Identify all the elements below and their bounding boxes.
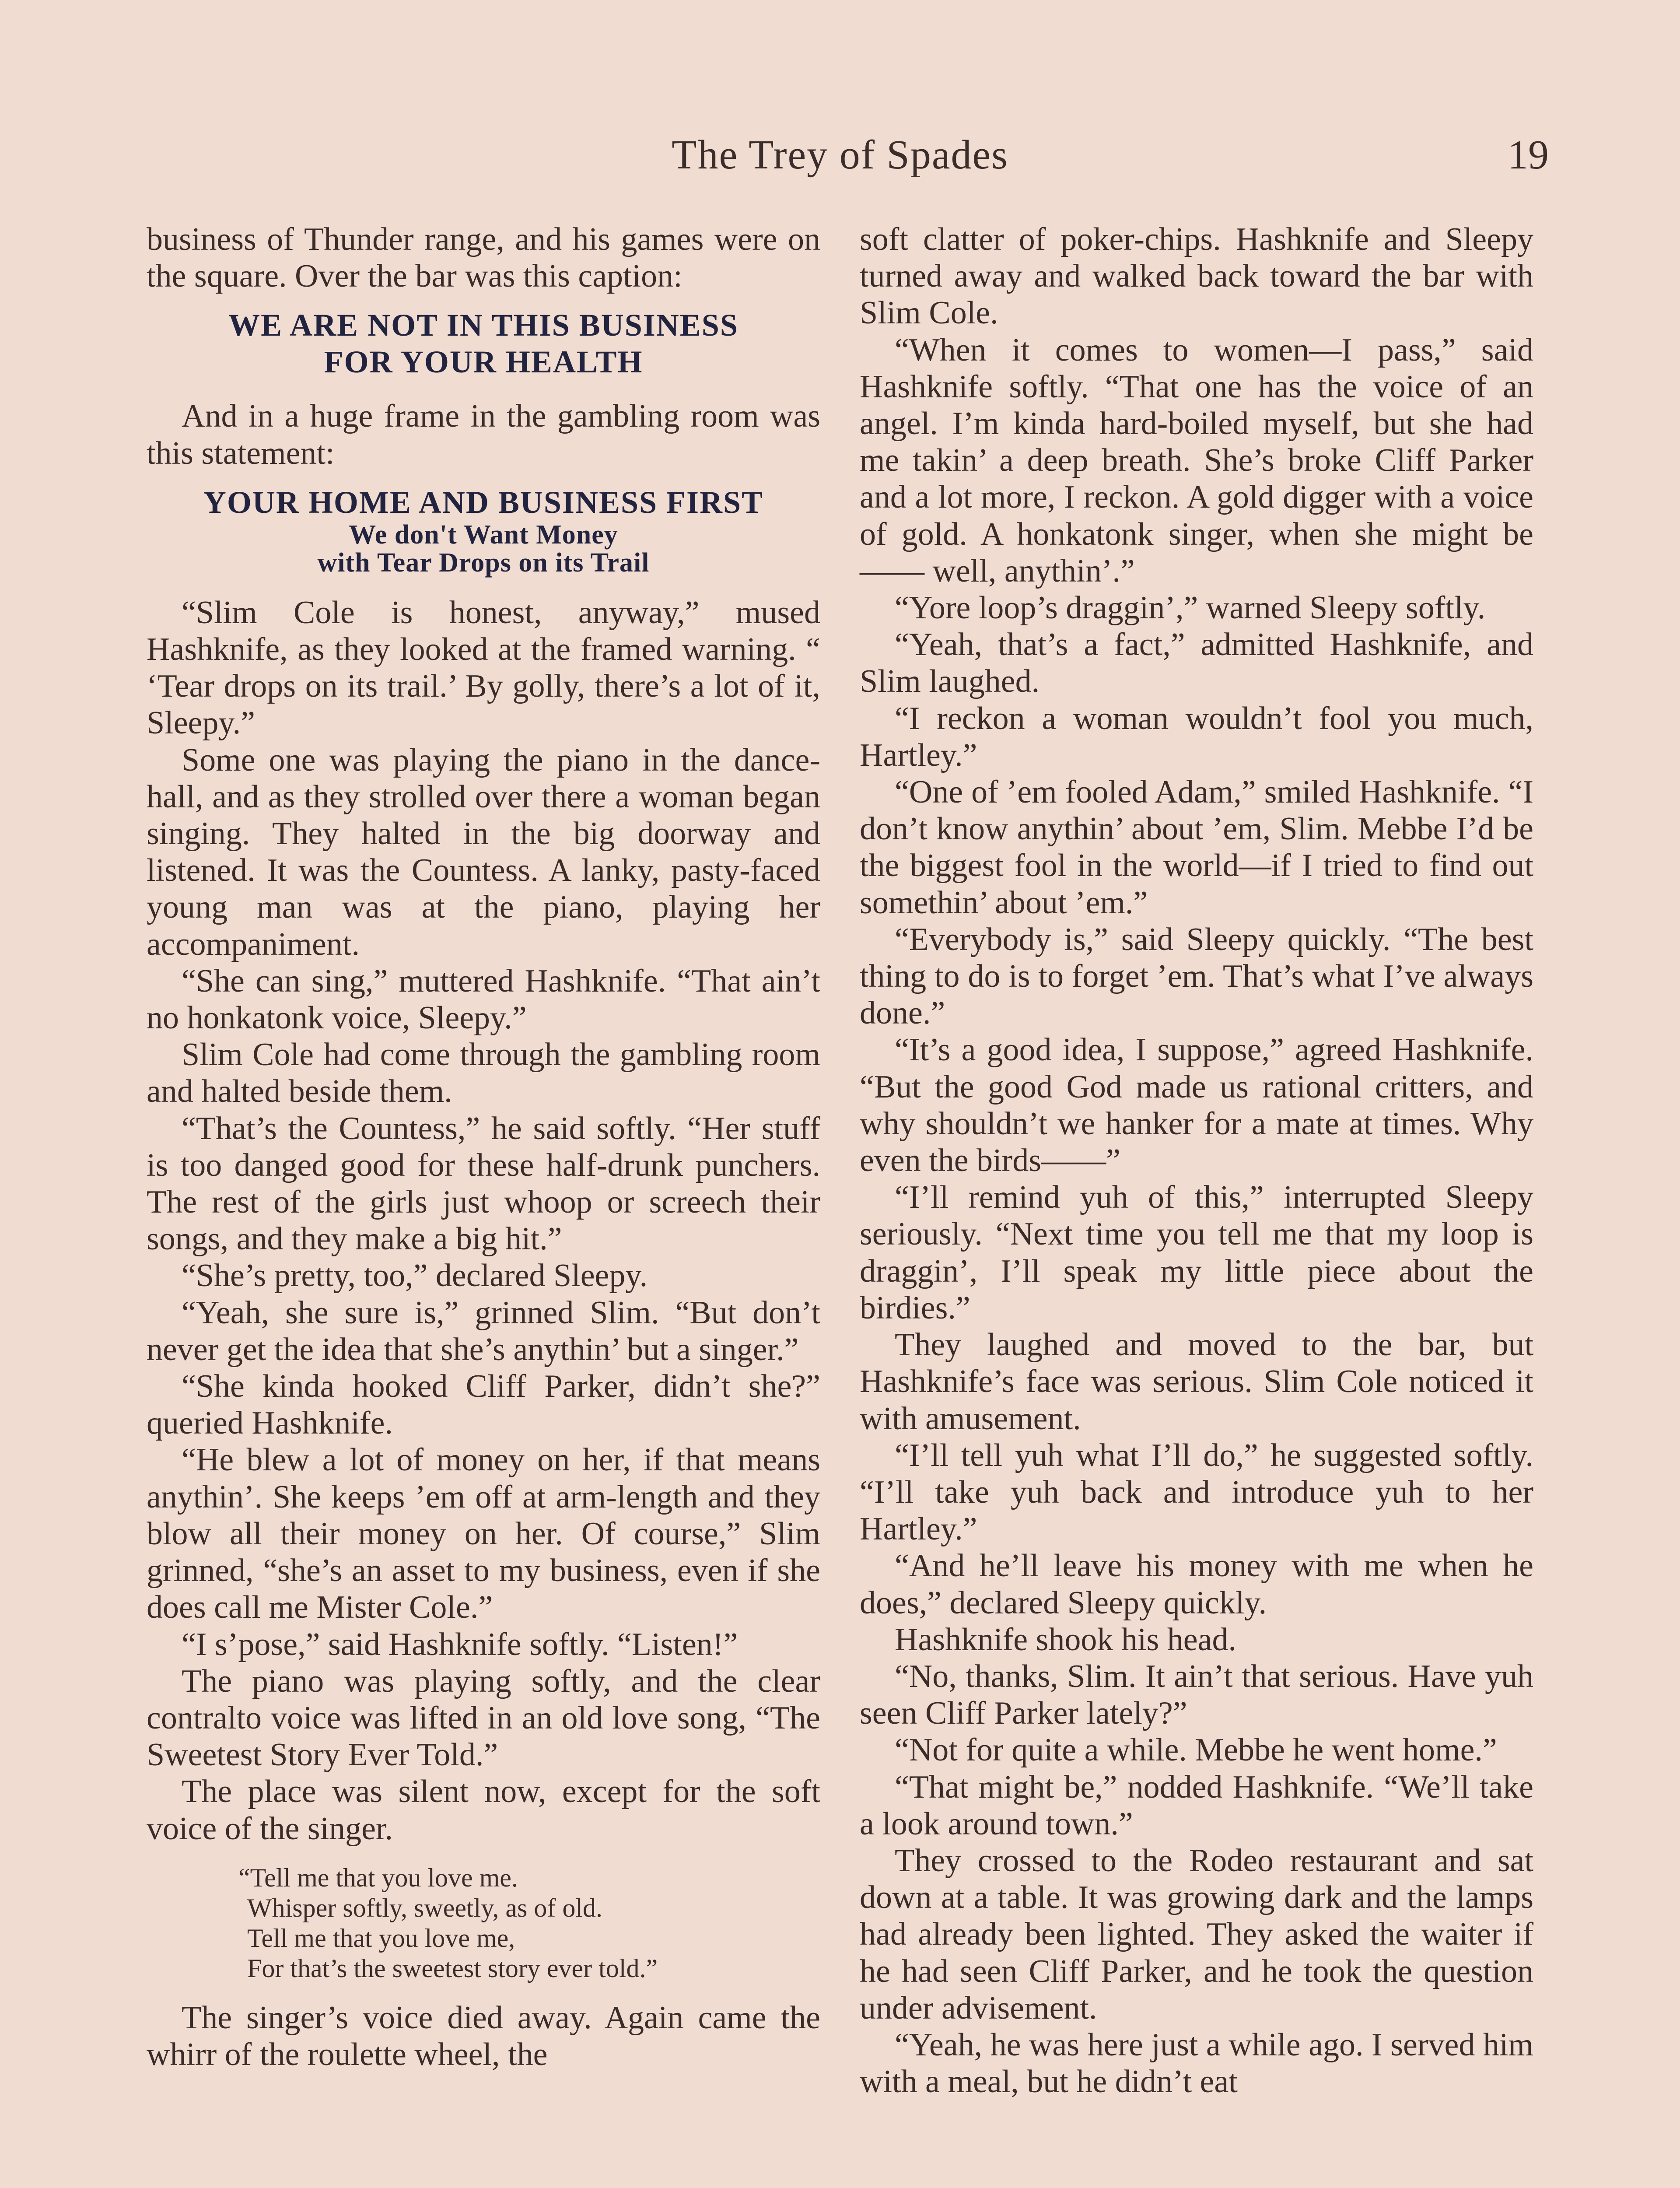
verse-line: “Tell me that you love me. bbox=[238, 1863, 518, 1892]
verse-line: Tell me that you love me, bbox=[247, 1923, 515, 1953]
paragraph: The place was silent now, except for the soft voice of the singer. bbox=[147, 1774, 820, 1847]
sign-line: We don't Want Money bbox=[349, 519, 618, 550]
verse-line: For that’s the sweetest story ever told.” bbox=[247, 1953, 658, 1983]
page-header bbox=[0, 127, 1680, 184]
paragraph: “Not for quite a while. Mebbe he went home.” bbox=[895, 1732, 1497, 1768]
paragraph: “Slim Cole is honest, anyway,” mused Hashknife, as they looked at the framed warning. “ ‘Tear drops on its trail.’ By golly, there’s a lot of it, Sleepy.” bbox=[147, 594, 820, 741]
paragraph: “I reckon a woman wouldn’t fool you much, Hartley.” bbox=[860, 700, 1533, 773]
paragraph: “One of ’em fooled Adam,” smiled Hashknife. “I don’t know anythin’ about ’em, Slim. Mebbe I’d be the biggest fool in the world—if I tried to find out somethin’ about ’em.” bbox=[860, 774, 1533, 921]
paragraph: “She kinda hooked Cliff Parker, didn’t she?” queried Hashknife. bbox=[147, 1368, 820, 1441]
paragraph: “I’ll remind yuh of this,” interrupted Sleepy seriously. “Next time you tell me that my loop is draggin’, I’ll speak my little piece about the birdies.” bbox=[860, 1179, 1533, 1326]
paragraph: “Yeah, he was here just a while ago. I served him with a meal, but he didn’t eat bbox=[860, 2027, 1533, 2100]
paragraph: “That might be,” nodded Hashknife. “We’ll take a look around town.” bbox=[860, 1769, 1533, 1842]
paragraph: “Yeah, she sure is,” grinned Slim. “But don’t never get the idea that she’s anythin’ but a singer.” bbox=[147, 1294, 820, 1368]
song-verse bbox=[238, 1863, 820, 1984]
paragraph: “Yeah, that’s a fact,” admitted Hashknife, and Slim laughed. bbox=[860, 627, 1533, 700]
paragraph: “He blew a lot of money on her, if that means anythin’. She keeps ’em off at arm-length and they blow all their money on her. Of course,” Slim grinned, “she’s an asset to my business, even if she does call me Mister Cole.” bbox=[147, 1442, 820, 1626]
paragraph: “Yore loop’s draggin’,” warned Sleepy softly. bbox=[895, 590, 1486, 626]
sign-line: with Tear Drops on its Trail bbox=[317, 547, 650, 578]
bar-caption-sign bbox=[147, 307, 820, 380]
paragraph: They crossed to the Rodeo restaurant and sat down at a table. It was growing dark and the lamps had already been lighted. They asked the waiter if he had seen Cliff Parker, and he took the question under advisement. bbox=[860, 1842, 1533, 2026]
paragraph: “When it comes to women—I pass,” said Hashknife softly. “That one has the voice of an angel. I’m kinda hard-boiled myself, but she had me takin’ a deep breath. She’s broke Cliff Parker and a lot more, I reckon. A gold digger with a voice of gold. A honkatonk singer, when she might be —— well, anythin’.” bbox=[860, 332, 1533, 589]
paragraph: “That’s the Countess,” he said softly. “Her stuff is too danged good for these half-drunk punchers. The rest of the girls just whoop or screech their songs, and they make a big hit.” bbox=[147, 1110, 820, 1257]
paragraph: soft clatter of poker-chips. Hashknife and Sleepy turned away and walked back toward the bar with Slim Cole. bbox=[860, 221, 1533, 331]
paragraph: “I’ll tell yuh what I’ll do,” he suggested softly. “I’ll take yuh back and introduce yuh to her Hartley.” bbox=[860, 1437, 1533, 1547]
paragraph: “Everybody is,” said Sleepy quickly. “The best thing to do is to forget ’em. That’s what I’ve always done.” bbox=[860, 921, 1533, 1031]
paragraph: “She’s pretty, too,” declared Sleepy. bbox=[182, 1258, 648, 1294]
sign-line: FOR YOUR HEALTH bbox=[324, 344, 643, 380]
paragraph: business of Thunder range, and his games were on the square. Over the bar was this caption: bbox=[147, 221, 820, 295]
paragraph: They laughed and moved to the bar, but Hashknife’s face was serious. Slim Cole noticed it with amusement. bbox=[860, 1327, 1533, 1437]
left-column bbox=[147, 221, 820, 2073]
paragraph: “And he’ll leave his money with me when he does,” declared Sleepy quickly. bbox=[860, 1548, 1533, 1621]
paragraph: “She can sing,” muttered Hashknife. “That ain’t no honkatonk voice, Sleepy.” bbox=[147, 963, 820, 1036]
paragraph: Some one was playing the piano in the dance-hall, and as they strolled over there a woman began singing. They halted in the big doorway and listened. It was the Countess. A lanky, pasty-faced young man was at the piano, playing her accompaniment. bbox=[147, 742, 820, 962]
paragraph: And in a huge frame in the gambling room was this statement: bbox=[147, 398, 820, 471]
right-column bbox=[860, 221, 1533, 2100]
paragraph: The singer’s voice died away. Again came the whirr of the roulette wheel, the bbox=[147, 1999, 820, 2072]
page-title: The Trey of Spades bbox=[672, 132, 1008, 178]
sign-line: WE ARE NOT IN THIS BUSINESS bbox=[228, 308, 738, 343]
paragraph: Slim Cole had come through the gambling room and halted beside them. bbox=[147, 1037, 820, 1110]
paragraph: “No, thanks, Slim. It ain’t that serious. Have yuh seen Cliff Parker lately?” bbox=[860, 1658, 1533, 1732]
paragraph: Hashknife shook his head. bbox=[895, 1621, 1236, 1658]
page-number: 19 bbox=[1508, 132, 1549, 178]
verse-line: Whisper softly, sweetly, as of old. bbox=[247, 1893, 603, 1922]
sign-line: YOUR HOME AND BUSINESS FIRST bbox=[203, 484, 764, 520]
paragraph: “I s’pose,” said Hashknife softly. “Listen!” bbox=[182, 1626, 738, 1662]
paragraph: The piano was playing softly, and the clear contralto voice was lifted in an old love song, “The Sweetest Story Ever Told.” bbox=[147, 1663, 820, 1773]
paragraph: “It’s a good idea, I suppose,” agreed Hashknife. “But the good God made us rational critters, and why shouldn’t we hanker for a mate at times. Why even the birds——” bbox=[860, 1032, 1533, 1179]
framed-statement-sign bbox=[147, 484, 820, 577]
